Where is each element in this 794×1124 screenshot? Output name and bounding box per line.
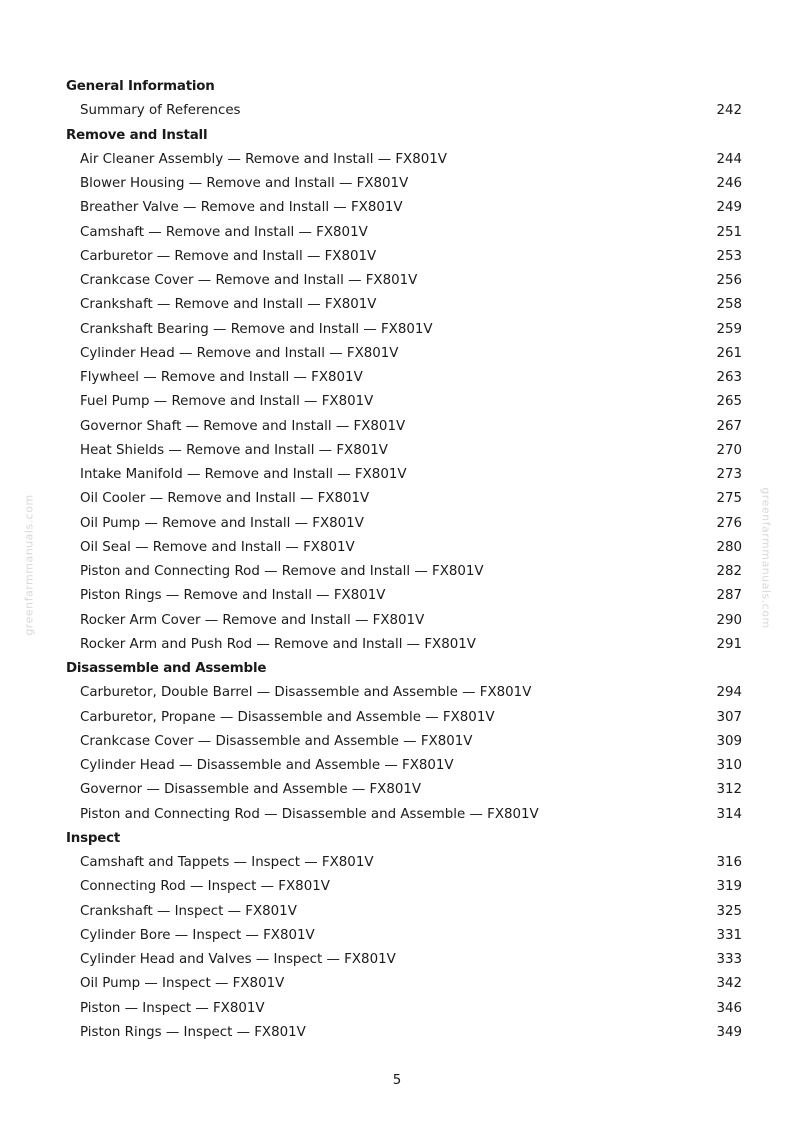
toc-entry-page: 261: [716, 345, 742, 361]
toc-entry-page: 273: [716, 467, 742, 482]
toc-entry-page: 294: [716, 685, 742, 701]
toc-entry-label: Crankcase Cover — Disassemble and Assemble — FX801V: [80, 733, 473, 749]
toc-entry-label: Governor — Disassemble and Assemble — FX801V: [80, 782, 422, 798]
toc-entry-page: 275: [716, 491, 742, 507]
toc-entry[interactable]: [66, 584, 742, 608]
toc-entry[interactable]: [66, 487, 742, 511]
toc-entry[interactable]: [66, 681, 742, 705]
toc-entry[interactable]: [66, 972, 742, 996]
page-number: 5: [392, 1073, 402, 1088]
toc-entry-label: Crankshaft — Inspect — FX801V: [80, 903, 297, 919]
toc-entry-label: Piston and Connecting Rod — Remove and Install — FX801V: [80, 564, 484, 579]
toc-entry-label: Camshaft — Remove and Install — FX801V: [80, 224, 368, 240]
toc-entry[interactable]: [66, 997, 742, 1021]
toc-entry-label: Connecting Rod — Inspect — FX801V: [80, 879, 330, 895]
toc-entry[interactable]: [66, 900, 742, 924]
toc-entry-page: 280: [716, 539, 742, 555]
toc-entry[interactable]: [66, 706, 742, 730]
toc-entry-page: 291: [716, 636, 742, 652]
toc-entry[interactable]: [66, 196, 742, 220]
toc-entry-label: Summary of References: [80, 103, 241, 119]
toc-entry-page: 276: [716, 515, 742, 531]
toc-entry-label: Heat Shields — Remove and Install — FX801V: [80, 442, 388, 458]
toc-entry-label: Breather Valve — Remove and Install — FX801V: [80, 200, 403, 216]
watermark-right: greenfarmmanuals.com: [759, 487, 773, 629]
toc-entry-page: 259: [716, 321, 742, 337]
toc-entry-page: 342: [716, 976, 742, 992]
toc-entry-label: Rocker Arm and Push Rod — Remove and Install — FX801V: [80, 636, 476, 652]
toc-entry[interactable]: [66, 245, 742, 269]
section-heading: [66, 124, 742, 148]
toc-entry-page: 310: [716, 758, 742, 773]
toc-entry-page: 333: [716, 952, 742, 967]
toc-entry-label: Oil Pump — Inspect — FX801V: [80, 976, 285, 992]
toc-entry[interactable]: [66, 633, 742, 657]
toc-entry-label: Carburetor, Propane — Disassemble and Assemble — FX801V: [80, 709, 495, 725]
toc-entry-page: 316: [716, 855, 742, 870]
toc-entry[interactable]: [66, 778, 742, 802]
toc-entry-label: Cylinder Head and Valves — Inspect — FX801V: [80, 952, 396, 967]
toc-entry-page: 267: [716, 418, 742, 434]
toc-entry[interactable]: [66, 512, 742, 536]
toc-entry-page: 331: [716, 927, 742, 943]
toc-entry-label: Rocker Arm Cover — Remove and Install — FX801V: [80, 612, 425, 628]
toc-entry-label: Piston Rings — Remove and Install — FX801V: [80, 588, 386, 604]
toc-entry[interactable]: [66, 924, 742, 948]
watermark-left: greenfarmmanuals.com: [22, 494, 36, 636]
toc-entry[interactable]: [66, 221, 742, 245]
toc-entry[interactable]: [66, 609, 742, 633]
toc-entry[interactable]: [66, 948, 742, 972]
toc-entry-page: 263: [716, 370, 742, 385]
toc-entry-label: Camshaft and Tappets — Inspect — FX801V: [80, 855, 374, 870]
toc-entry-label: Crankshaft — Remove and Install — FX801V: [80, 297, 377, 313]
toc-entry[interactable]: [66, 560, 742, 584]
toc-entry[interactable]: [66, 172, 742, 196]
toc-entry-page: 253: [716, 248, 742, 264]
toc-entry-label: Oil Pump — Remove and Install — FX801V: [80, 515, 364, 531]
toc-entry-page: 290: [716, 612, 742, 628]
toc-entry[interactable]: [66, 536, 742, 560]
toc-entry-page: 309: [716, 733, 742, 749]
toc-entry[interactable]: [66, 415, 742, 439]
toc-entry-page: 256: [716, 273, 742, 288]
toc-entry-page: 242: [716, 103, 742, 119]
toc-entry-label: Carburetor, Double Barrel — Disassemble and Assemble — FX801V: [80, 685, 532, 701]
toc-entry-label: Governor Shaft — Remove and Install — FX801V: [80, 418, 406, 434]
toc-entry-page: 265: [716, 394, 742, 410]
toc-entry[interactable]: [66, 318, 742, 342]
section-title: Disassemble and Assemble: [66, 661, 267, 676]
toc-entry-page: 246: [716, 176, 742, 191]
section-title: Inspect: [66, 830, 121, 846]
toc-entry[interactable]: [66, 342, 742, 366]
toc-entry-page: 244: [716, 151, 742, 167]
toc-entry-page: 287: [716, 588, 742, 604]
toc-entry[interactable]: [66, 754, 742, 778]
toc-entry-page: 282: [716, 564, 742, 579]
toc-entry-label: Cylinder Head — Remove and Install — FX801V: [80, 345, 399, 361]
toc-entry[interactable]: [66, 730, 742, 754]
toc-entry[interactable]: [66, 269, 742, 293]
toc-entry-page: 251: [716, 224, 742, 240]
section-heading: [66, 827, 742, 851]
toc-entry-label: Blower Housing — Remove and Install — FX801V: [80, 176, 409, 191]
toc-entry[interactable]: [66, 148, 742, 172]
toc-entry-label: Piston Rings — Inspect — FX801V: [80, 1024, 306, 1040]
toc-entry-page: 258: [716, 297, 742, 313]
section-title: General Information: [66, 79, 215, 94]
toc-entry[interactable]: [66, 803, 742, 827]
toc-entry-label: Cylinder Head — Disassemble and Assemble — FX801V: [80, 758, 454, 773]
toc-entry[interactable]: [66, 439, 742, 463]
toc-entry-label: Air Cleaner Assembly — Remove and Install — FX801V: [80, 151, 447, 167]
toc-entry-page: 349: [716, 1024, 742, 1040]
toc-entry-page: 325: [716, 903, 742, 919]
toc-entry[interactable]: [66, 293, 742, 317]
toc-entry-label: Oil Seal — Remove and Install — FX801V: [80, 539, 355, 555]
toc-entry-label: Intake Manifold — Remove and Install — FX801V: [80, 467, 407, 482]
section-heading: [66, 657, 742, 681]
toc-entry[interactable]: [66, 851, 742, 875]
toc-entry[interactable]: [66, 390, 742, 414]
toc-entry[interactable]: [66, 1021, 742, 1045]
toc-entry-page: 312: [716, 782, 742, 798]
toc-entry-label: Crankcase Cover — Remove and Install — FX801V: [80, 273, 418, 288]
toc-entry-label: Oil Cooler — Remove and Install — FX801V: [80, 491, 370, 507]
toc-entry-page: 319: [716, 879, 742, 895]
toc-entry-label: Crankshaft Bearing — Remove and Install — FX801V: [80, 321, 433, 337]
toc-entry-label: Carburetor — Remove and Install — FX801V: [80, 248, 377, 264]
toc-entry-page: 307: [716, 709, 742, 725]
toc-entry-label: Cylinder Bore — Inspect — FX801V: [80, 927, 315, 943]
toc-entry-page: 270: [716, 442, 742, 458]
toc-entry-label: Flywheel — Remove and Install — FX801V: [80, 370, 363, 385]
toc-entry-label: Piston — Inspect — FX801V: [80, 1000, 265, 1016]
toc-entry[interactable]: [66, 366, 742, 390]
toc-entry-page: 249: [716, 200, 742, 216]
toc-entry-page: 314: [716, 806, 742, 822]
toc-entry-page: 346: [716, 1000, 742, 1016]
toc-entry-label: Fuel Pump — Remove and Install — FX801V: [80, 394, 374, 410]
toc-entry[interactable]: [66, 99, 742, 123]
section-heading: [66, 75, 742, 99]
table-of-contents: [66, 75, 742, 1045]
section-title: Remove and Install: [66, 127, 208, 143]
toc-entry[interactable]: [66, 463, 742, 487]
toc-entry[interactable]: [66, 875, 742, 899]
toc-entry-label: Piston and Connecting Rod — Disassemble and Assemble — FX801V: [80, 806, 539, 822]
